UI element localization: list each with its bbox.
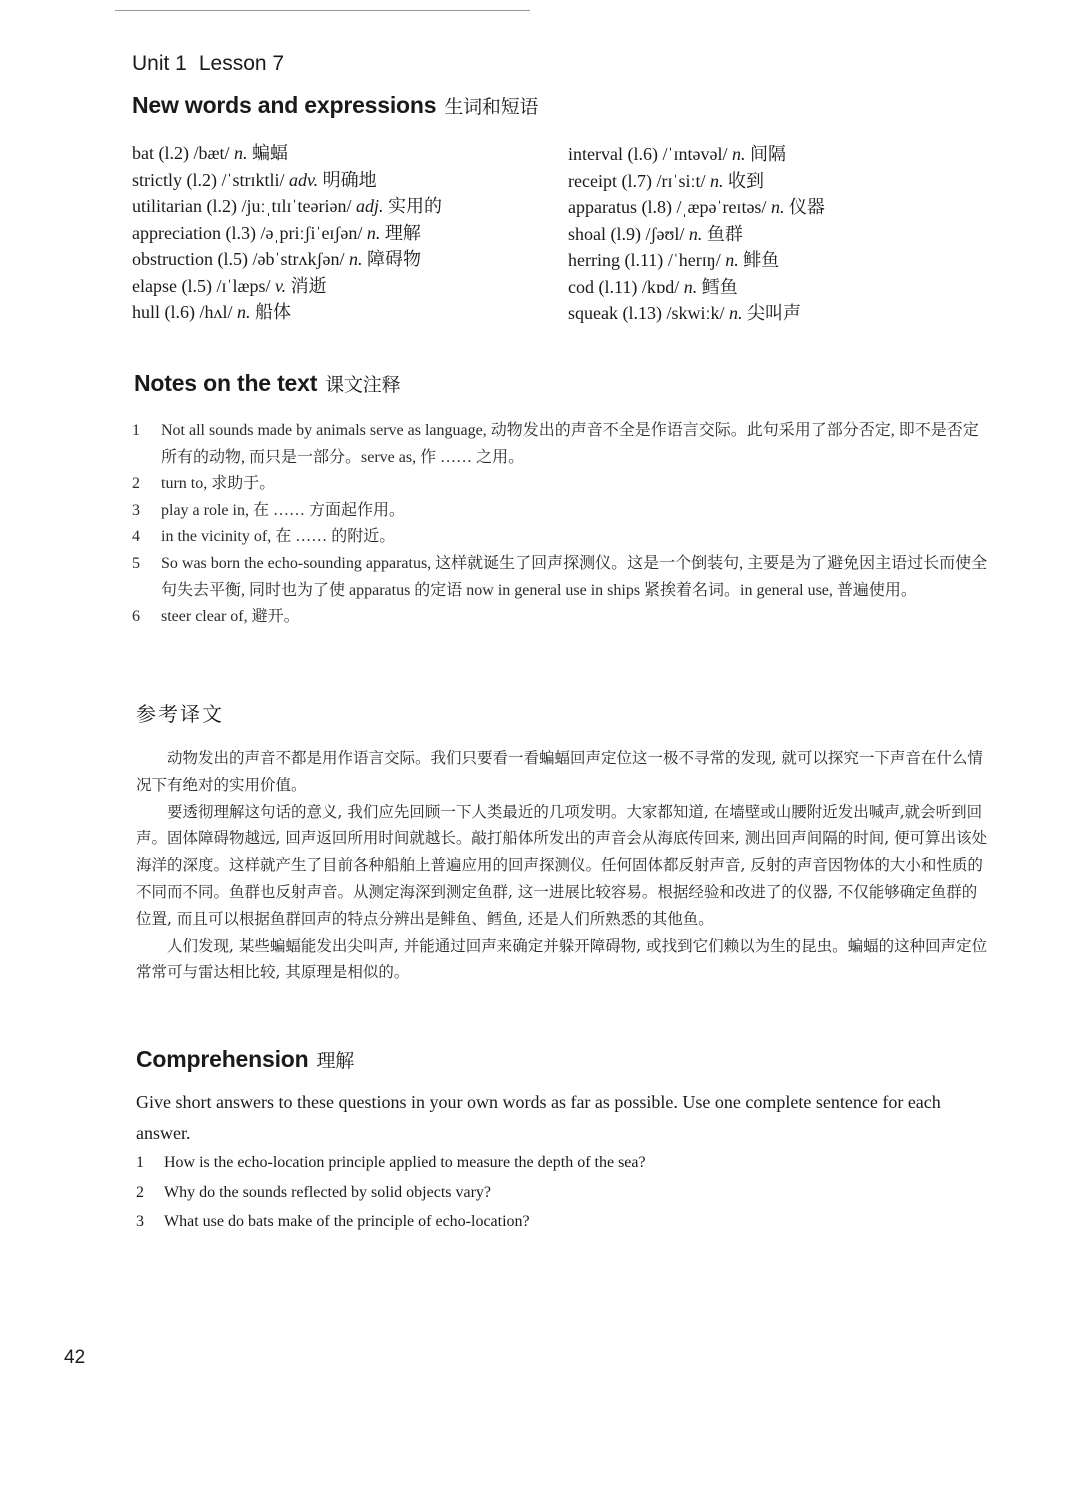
new-words-title-zh: 生词和短语 [444, 96, 539, 118]
translation-paragraph: 人们发现, 某些蝙蝠能发出尖叫声, 并能通过回声来确定并躲开障碍物, 或找到它们赖以为生的昆虫。蝙蝠的这种回声定位常常可与雷达相比较, 其原理是相似的。 [136, 936, 988, 982]
new-words-title: New words and expressions [132, 92, 437, 118]
word-entry: herring (l.11) /ˈherɪŋ/ n. 鲱鱼 [568, 250, 780, 270]
word-entry: receipt (l.7) /rɪˈsiːt/ n. 收到 [568, 170, 764, 191]
word-entry: strictly (l.2) /ˈstrɪktli/ adv. 明确地 [132, 169, 377, 190]
word-entry: hull (l.6) /hʌl/ n. 船体 [132, 302, 292, 322]
translation-paragraph: 动物发出的声音不都是用作语言交际。我们只要看一看蝙蝠回声定位这一极不寻常的发现, 就可以探究一下声音在什么情况下有绝对的实用价值。 [136, 749, 983, 794]
comprehension-intro: Give short answers to these questions in your own words as far as possible. Use one complete sentence for each answer. [136, 1092, 941, 1143]
comprehension-title: Comprehension [136, 1046, 309, 1072]
notes-title: Notes on the text [134, 370, 318, 396]
translation-body [136, 745, 992, 986]
word-entry: bat (l.2) /bæt/ n. 蝙蝠 [132, 143, 289, 163]
word-list-right [568, 141, 825, 327]
notes-title-zh: 课文注释 [325, 374, 401, 396]
word-entry: squeak (l.13) /skwiːk/ n. 尖叫声 [568, 303, 801, 323]
lesson-label: Lesson 7 [198, 52, 285, 75]
question-item: 3 What use do bats make of the principle of echo-location? [136, 1213, 530, 1230]
page-number: 42 [64, 1347, 86, 1368]
question-item: 1 How is the echo-location principle applied to measure the depth of the sea? [136, 1154, 646, 1171]
translation-paragraph: 要透彻理解这句话的意义, 我们应先回顾一下人类最近的几项发明。大家都知道, 在墙壁或山腰附近发出喊声,就会听到回声。固体障碍物越远, 回声返回所用时间就越长。敲打船体所发出的声音会从海底传回来, 测出回声间隔的时间, 便可算出该处海洋的深度。这样就产生了目前各种船舶上普遍应用的回声探测仪。任何固体都反射声音, 反射的声音因物体的大小和性质的不同而不同。鱼群也反射声音。从测定海深到测定鱼群, 这一进展比较容易。根据经验和改进了的仪器, 不仅能够确定鱼群的位置, 而且可以根据鱼群回声的特点分辨出是鲱鱼、鳕鱼, 还是人们所熟悉的其他鱼。 [136, 802, 988, 928]
new-words-heading [132, 92, 538, 119]
translation-heading: 参考译文 [136, 702, 224, 726]
question-list [136, 1148, 996, 1237]
note-item: 1 Not all sounds made by animals serve as language, 动物发出的声音不全是作语言交际。此句采用了部分否定, 即不是否定所有的动物, 而只是一部分。serve as, 作 …… 之用。 [132, 422, 979, 466]
note-item: 6 steer clear of, 避开。 [132, 608, 300, 626]
word-entry: utilitarian (l.2) /juːˌtɪlɪˈteəriən/ adj. 实用的 [132, 196, 442, 216]
word-list-left [132, 140, 442, 326]
word-entry: elapse (l.5) /ɪˈlæps/ v. 消逝 [132, 275, 327, 296]
note-item: 4 in the vicinity of, 在 …… 的附近。 [132, 528, 396, 546]
notes-list [132, 418, 992, 631]
top-rule [115, 10, 530, 11]
comprehension-title-zh: 理解 [316, 1050, 355, 1072]
comprehension-heading [136, 1046, 354, 1073]
note-item: 2 turn to, 求助于。 [132, 475, 276, 493]
notes-heading [134, 370, 400, 397]
word-entry: interval (l.6) /ˈɪntəvəl/ n. 间隔 [568, 144, 786, 164]
note-item: 5 So was born the echo-sounding apparatus, 这样就诞生了回声探测仪。这是一个倒装句, 主要是为了避免因主语过长而使全句失去平衡, 同时也为了使 apparatus 的定语 now in general use in ships 紧挨着名词。in general use, 普遍使用。 [132, 554, 988, 599]
question-item: 2 Why do the sounds reflected by solid objects vary? [136, 1183, 492, 1201]
word-entry: obstruction (l.5) /əbˈstrʌkʃən/ n. 障碍物 [132, 249, 421, 269]
unit-label: Unit 1 [132, 52, 187, 75]
word-entry: shoal (l.9) /ʃəʊl/ n. 鱼群 [568, 223, 743, 244]
word-entry: appreciation (l.3) /əˌpriːʃiˈeɪʃən/ n. 理解 [132, 222, 421, 243]
unit-lesson-header [132, 52, 284, 76]
word-entry: apparatus (l.8) /ˌæpəˈreɪtəs/ n. 仪器 [568, 197, 825, 217]
word-entry: cod (l.11) /kɒd/ n. 鳕鱼 [568, 276, 738, 297]
note-item: 3 play a role in, 在 …… 方面起作用。 [132, 501, 405, 519]
